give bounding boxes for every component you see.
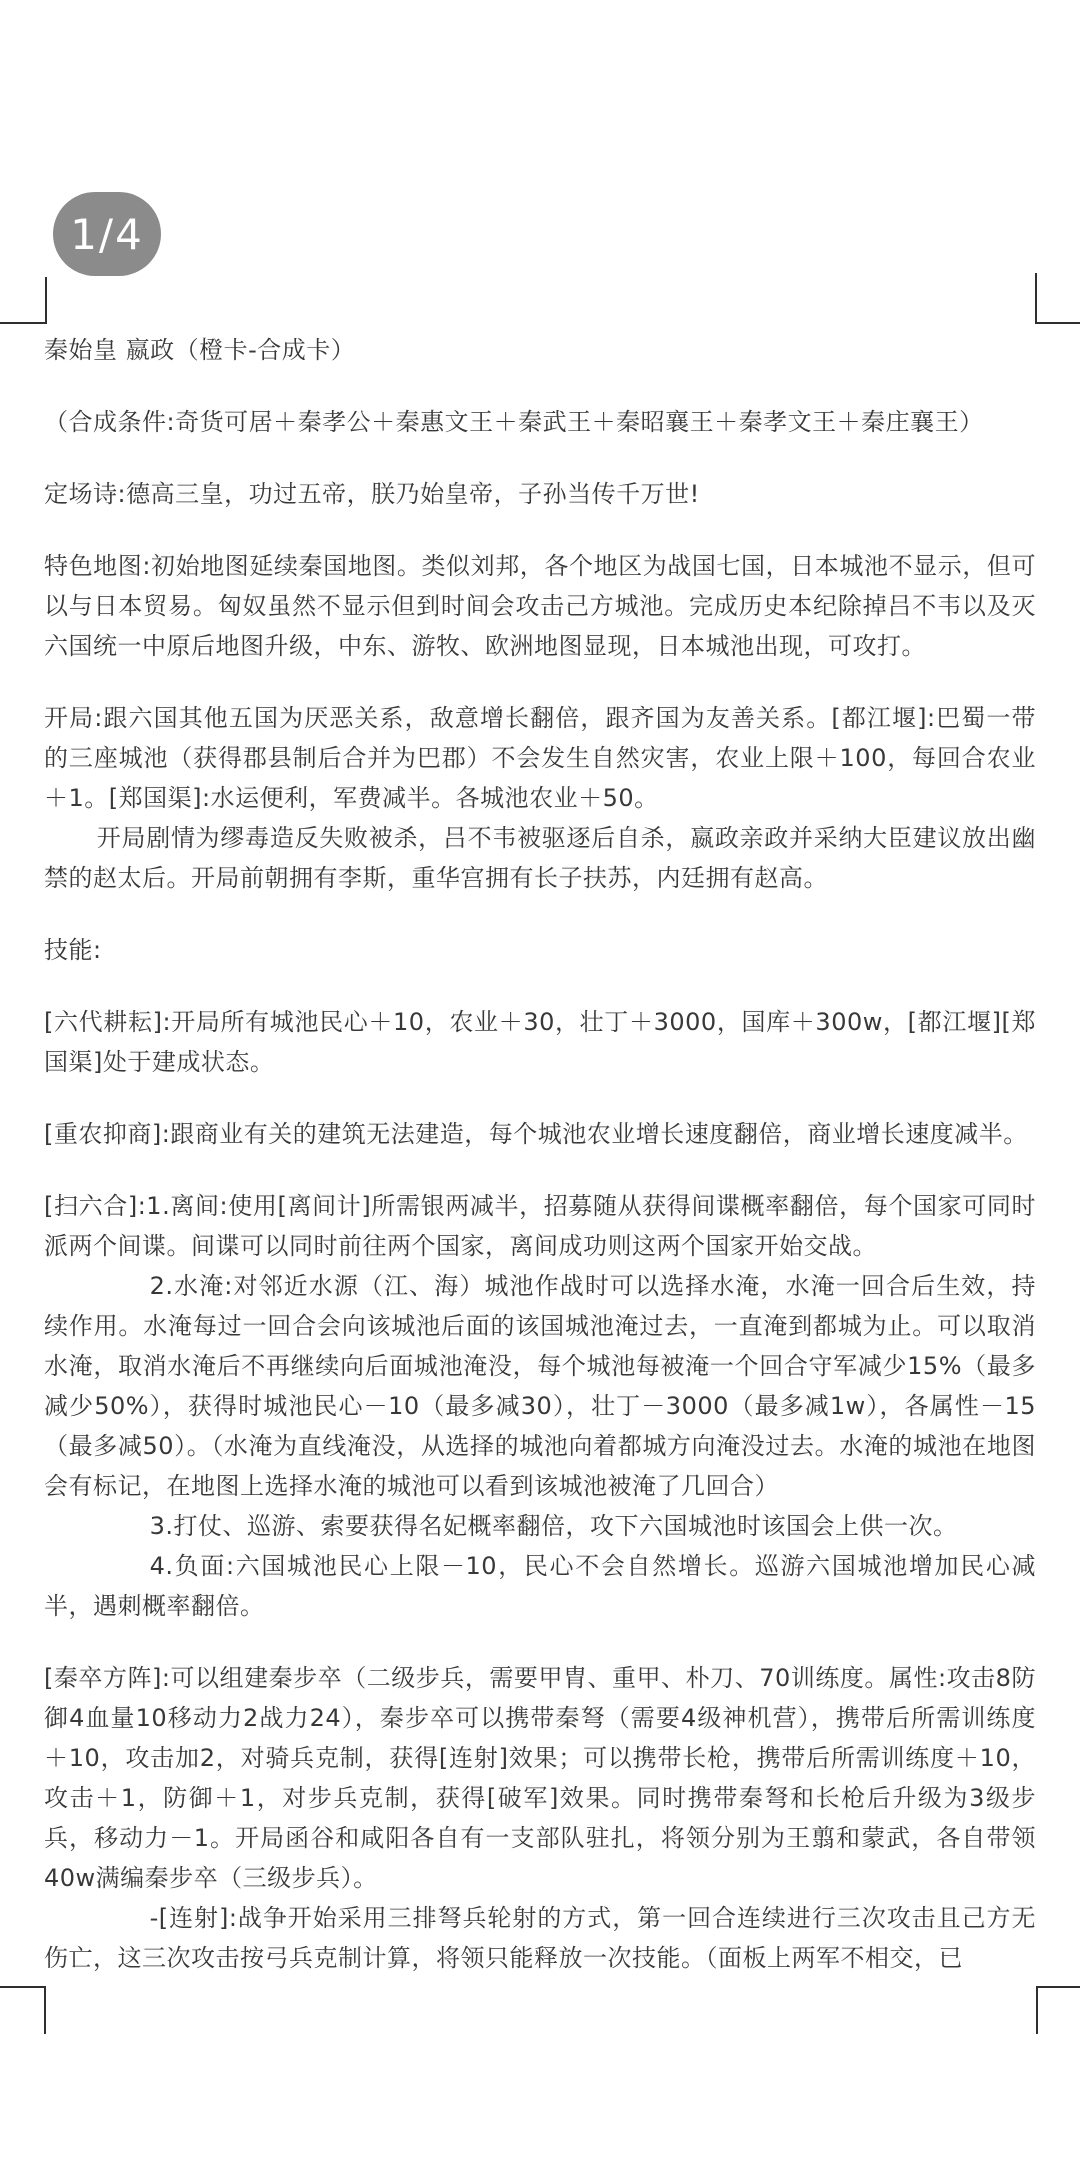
crop-mark-top-left-icon: [0, 277, 47, 324]
skills-heading: 技能:: [44, 936, 102, 964]
crop-mark-top-right-icon: [1035, 273, 1080, 324]
page-indicator-label: 1/4: [70, 209, 144, 259]
opening-paragraph: 开局:跟六国其他五国为厌恶关系，敌意增长翻倍，跟齐国为友善关系。[都江堰]:巴蜀一带的三座城池（获得郡县制后合并为巴郡）不会发生自然灾害，农业上限＋100，每回合农业＋1。[郑国渠]:水运便利，军费减半。各城池农业＋50。: [44, 704, 1036, 812]
opening-plot-paragraph: 开局剧情为缪毒造反失败被杀，吕不韦被驱逐后自杀，嬴政亲政并采纳大臣建议放出幽禁的赵太后。开局前朝拥有李斯，重华宫拥有长子扶苏，内廷拥有赵高。: [44, 824, 1036, 892]
card-title: 秦始皇 嬴政（橙卡-合成卡）: [44, 336, 356, 364]
crop-mark-bottom-left-icon: [0, 1986, 46, 2034]
special-map-paragraph: 特色地图:初始地图延续秦国地图。类似刘邦，各个地区为战国七国，日本城池不显示，但可以与日本贸易。匈奴虽然不显示但到时间会攻击己方城池。完成历史本纪除掉吕不韦以及灭六国统一中原后地图升级，中东、游牧、欧洲地图显现，日本城池出现，可攻打。: [44, 552, 1036, 660]
crop-mark-bottom-right-icon: [1036, 1986, 1080, 2034]
skill-liudai-gengyun-paragraph: [六代耕耘]:开局所有城池民心＋10，农业＋30，壮丁＋3000，国库＋300w，[都江堰][郑国渠]处于建成状态。: [44, 1008, 1036, 1076]
skill-saoliuhe-item3-paragraph: 3.打仗、巡游、索要获得名妃概率翻倍，攻下六国城池时该国会上供一次。: [149, 1512, 958, 1540]
synthesis-condition-paragraph: （合成条件:奇货可居＋秦孝公＋秦惠文王＋秦武王＋秦昭襄王＋秦孝文王＋秦庄襄王）: [44, 408, 984, 436]
skill-saoliuhe-item2-paragraph: 2.水淹:对邻近水源（江、海）城池作战时可以选择水淹，水淹一回合后生效，持续作用。水淹每过一回合会向该城池后面的该国城池淹过去，一直淹到都城为止。可以取消水淹，取消水淹后不再继续向后面城池淹没，每个城池每被淹一个回合守军减少15%（最多减少50%），获得时城池民心－10（最多减30），壮丁－3000（最多减1w），各属性－15（最多减50）。（水淹为直线淹没，从选择的城池向着都城方向淹没过去。水淹的城池在地图会有标记，在地图上选择水淹的城池可以看到该城池被淹了几回合）: [44, 1272, 1036, 1500]
skill-lianshe-paragraph: -[连射]:战争开始采用三排弩兵轮射的方式，第一回合连续进行三次攻击且己方无伤亡，这三次攻击按弓兵克制计算，将领只能释放一次技能。（面板上两军不相交，已: [44, 1904, 1036, 1972]
page-indicator-badge: [53, 192, 161, 276]
skill-saoliuhe-item1-paragraph: [扫六合]:1.离间:使用[离间计]所需银两减半，招募随从获得间谍概率翻倍，每个国家可同时派两个间谍。间谍可以同时前往两个国家，离间成功则这两个国家开始交战。: [44, 1192, 1036, 1260]
opening-verse-paragraph: 定场诗:德高三皇，功过五帝，朕乃始皇帝，子孙当传千万世!: [44, 480, 700, 508]
skill-saoliuhe-item4-paragraph: 4.负面:六国城池民心上限－10，民心不会自然增长。巡游六国城池增加民心减半，遇刺概率翻倍。: [44, 1552, 1036, 1620]
skill-qinzu-fangzhen-paragraph: [秦卒方阵]:可以组建秦步卒（二级步兵，需要甲胄、重甲、朴刀、70训练度。属性:攻击8防御4血量10移动力2战力24），秦步卒可以携带秦弩（需要4级神机营），携带后所需训练度＋10，攻击加2，对骑兵克制，获得[连射]效果；可以携带长枪，携带后所需训练度＋10，攻击＋1，防御＋1，对步兵克制，获得[破军]效果。同时携带秦弩和长枪后升级为3级步兵，移动力－1。开局函谷和咸阳各自有一支部队驻扎，将领分别为王翦和蒙武，各自带领40w满编秦步卒（三级步兵）。: [44, 1664, 1036, 1892]
skill-zhongnong-yishang-paragraph: [重农抑商]:跟商业有关的建筑无法建造，每个城池农业增长速度翻倍，商业增长速度减半。: [44, 1120, 1028, 1148]
document-body: [44, 330, 1036, 2010]
